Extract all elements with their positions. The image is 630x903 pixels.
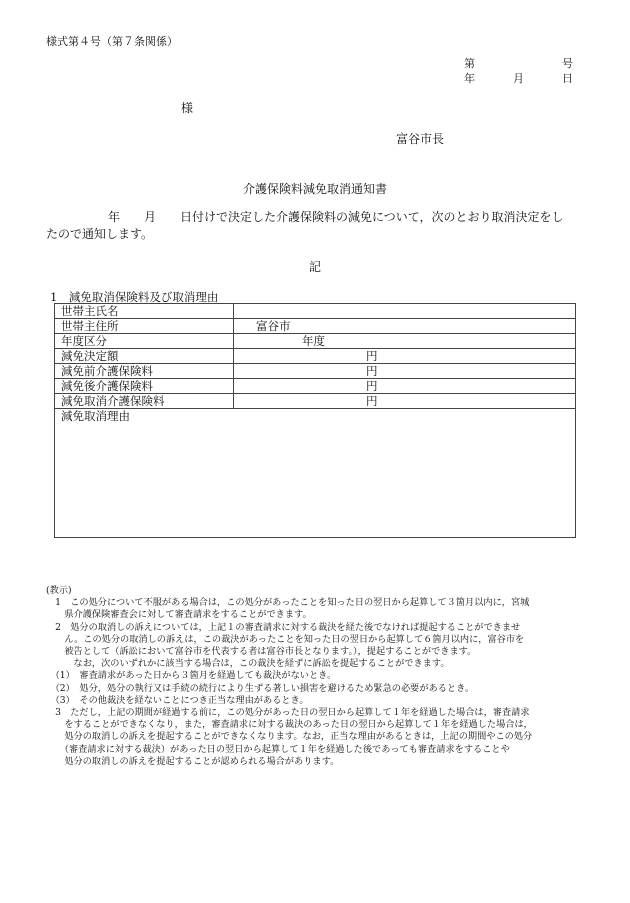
cancellation-reason-cell: 減免取消理由 [55,409,576,538]
instruction-line: 3 ただし，上記の期間が経過する前に，この処分があった日の翌日から起算して１年を経過した場合は，審査請求 [46,707,530,719]
date-day: 日 [562,72,573,85]
body-text-a: 日付けで決定した介護保険料の減免について，次のとおり取消決定をし [180,210,564,224]
number-prefix: 第 [464,57,475,70]
reduction-amount-value [234,349,576,364]
instruction-line: 県介護保険審査会に対して審査請求をすることができます。 [46,609,312,621]
instructions-block [46,585,586,768]
instruction-line: 被告として（訴訟において富谷市を代表する者は富谷市長となります。），提起することができます。 [46,646,477,658]
instruction-line: なお，次のいずれかに該当する場合は，この裁決を経ずに訴訟を提起することができます。 [46,658,450,670]
householder-address-label: 世帯主住所 [55,319,234,334]
issuer: 富谷市長 [396,132,445,146]
instruction-line: 処分の取消しの訴えを提起することが認められる場合があります。 [46,755,340,767]
instruction-line: （3） その他裁決を経ないことにつき正当な理由があるとき。 [46,694,309,706]
householder-address-value [234,319,576,334]
fiscal-year-unit: 年度 [302,334,325,348]
table-row [55,379,576,394]
reduction-info-table [54,303,576,538]
instructions-heading: (教示) [46,585,72,596]
premium-cancelled-label: 減免取消介護保険料 [55,394,234,409]
addressee: 様 [181,101,194,115]
householder-name-value [234,304,576,319]
date-month: 月 [513,72,524,85]
table-row [55,409,576,538]
table-row [55,334,576,349]
yen-unit: 円 [366,394,378,408]
document-title: 介護保険料減免取消通知書 [242,182,387,196]
body-text-b: たので通知します。 [46,227,154,241]
yen-unit: 円 [366,349,378,363]
ki-heading: 記 [308,260,321,274]
form-number: 様式第４号（第７条関係） [46,35,178,48]
address-city: 富谷市 [256,319,291,333]
date-year: 年 [464,72,475,85]
body-month: 月 [144,210,157,224]
instruction-line: をすることができなくなり，また，審査請求に対する裁決のあった日の翌日から起算して１年を経過した場合は， [46,719,533,731]
table-row [55,319,576,334]
premium-cancelled-value [234,394,576,409]
premium-before-label: 減免前介護保険料 [55,364,234,379]
table-row [55,394,576,409]
section-1-heading: 1 減免取消保険料及び取消理由 [50,290,219,304]
instruction-line: 1 この処分について不服がある場合は，この処分があったことを知った日の翌日から起算して３箇月以内に，宮城 [46,597,530,609]
yen-unit: 円 [366,364,378,378]
instruction-line: （1） 審査請求があった日から３箇月を経過しても裁決がないとき。 [46,670,337,682]
number-suffix: 号 [562,57,573,70]
body-year: 年 [108,210,121,224]
premium-before-value [234,364,576,379]
instruction-line: （2） 処分，処分の執行又は手続の続行により生ずる著しい損害を避けるため緊急の必要があるとき。 [46,682,475,694]
premium-after-value [234,379,576,394]
body-paragraph [46,209,582,243]
table-row [55,349,576,364]
reduction-amount-label: 減免決定額 [55,349,234,364]
premium-after-label: 減免後介護保険料 [55,379,234,394]
fiscal-year-label: 年度区分 [55,334,234,349]
table-row [55,364,576,379]
fiscal-year-value [234,334,576,349]
householder-name-label: 世帯主氏名 [55,304,234,319]
instruction-line: ん。この処分の取消しの訴えは，この裁決があったことを知った日の翌日から起算して６箇月以内に，富谷市を [46,633,525,645]
instruction-line: 2 処分の取消しの訴えについては，上記１の審査請求に対する裁決を経た後でなければ提起することができませ [46,621,521,633]
table-row [55,304,576,319]
instruction-line: 処分の取消しの訴えを提起することができなくなります。なお，正当な理由があるときは，上記の期間やこの処分 [46,731,533,743]
yen-unit: 円 [366,379,378,393]
instruction-line: （審査請求に対する裁決）があった日の翌日から起算して１年を経過した後であっても審査請求をすることや [46,743,510,755]
